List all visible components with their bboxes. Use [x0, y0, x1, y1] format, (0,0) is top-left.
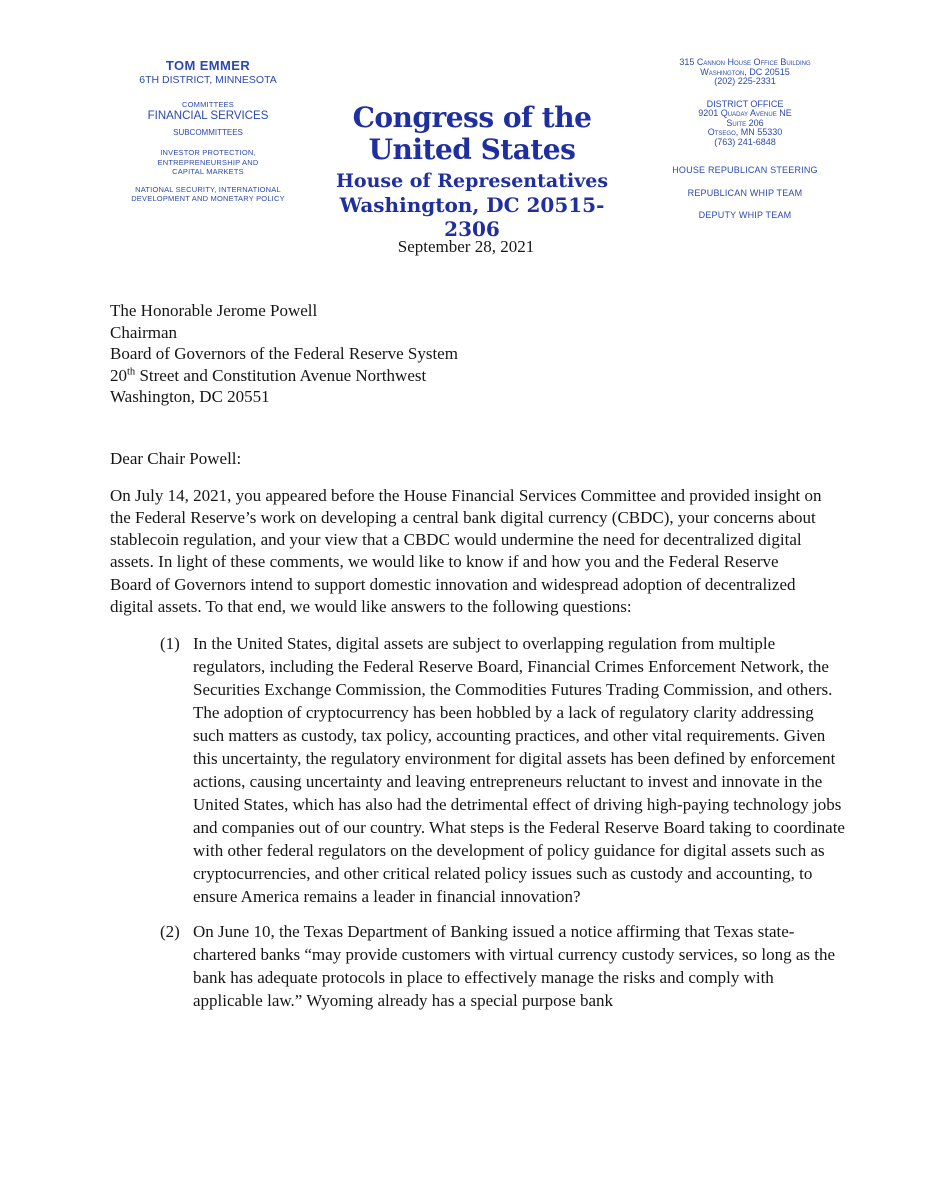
street-rest: Street and Constitution Avenue Northwest [135, 365, 427, 385]
membership-whip-team: REPUBLICAN WHIP TEAM [687, 187, 803, 198]
street-number: 20 [110, 365, 127, 385]
questions-list [110, 632, 845, 1012]
ordinal-suffix: th [127, 365, 136, 377]
letterhead-office-block [640, 58, 850, 221]
house-subtitle: House of Representatives [335, 170, 609, 192]
district-office-label: DISTRICT OFFICE [706, 98, 784, 109]
recipient-organization: Board of Governors of the Federal Reserve System [110, 344, 458, 363]
committees-label: COMMITTEES [182, 100, 234, 109]
subcommittee-line: DEVELOPMENT AND MONETARY POLICY [131, 194, 285, 203]
letter-body [110, 236, 845, 1012]
subcommittee-line: ENTREPRENEURSHIP AND [157, 157, 259, 167]
recipient-name: The Honorable Jerome Powell [110, 301, 318, 320]
recipient-city: Washington, DC 20551 [110, 387, 270, 406]
question-number: (1) [160, 634, 180, 654]
recipient-street [110, 365, 822, 387]
letter-date: September 28, 2021 [397, 237, 535, 256]
question-item-1 [160, 632, 846, 908]
district-office-address-line: Otsego, MN 55330 [707, 127, 783, 137]
dc-office-address-line: 315 Cannon House Office Building [679, 57, 811, 67]
salutation: Dear Chair Powell: [110, 448, 242, 468]
dc-office-phone: (202) 225-2331 [714, 76, 776, 86]
letterhead-title-block [312, 102, 632, 241]
intro-paragraph: On July 14, 2021, you appeared before the House Financial Services Committee and provided insight on the Federal Reserve’s work on developing a central bank digital currency (CBDC), your concerns about stablecoin regulation, and your view that a CBDC would undermine the need for decentralized digital assets. In light of these comments, we would like to know if and how you and the Federal Reserve Board of Governors intend to support domestic innovation and widespread adoption of decentralized digital assets. To that end, we would like answers to the following questions: [110, 485, 822, 616]
subcommittees-label: SUBCOMMITTEES [173, 128, 243, 137]
question-text: In the United States, digital assets are subject to overlapping regulation from multiple regulators, including the Federal Reserve Board, Financial Crimes Enforcement Network, the Securities Exchange Commission, the Commodities Futures Trading Commission, and others. The adoption of cryptocurrency has been hobbled by a lack of regulatory clarity addressing such matters as custody, tax policy, accounting practices, and other vital requirements. Given this uncertainty, the regulatory environment for digital assets has been defined by enforcement actions, causing uncertainty and leaving entrepreneurs reluctant to invest and innovate in the United States, which has also had the detrimental effect of driving high-paying technology jobs and companies out of our country. What steps is the Federal Reserve Board taking to coordinate with other federal regulators on the development of policy guidance for digital assets such as cryptocurrencies, and other critical related policy issues such as custody and accounting, to ensure America remains a leader in financial innovation? [193, 634, 845, 907]
question-text: On June 10, the Texas Department of Banking issued a notice affirming that Texas state-chartered banks “may provide customers with virtual currency custody services, so long as the bank has adequate protocols in place to effectively manage the risks and comply with applicable law.” Wyoming already has a special purpose bank [193, 922, 836, 1011]
subcommittee-line: CAPITAL MARKETS [172, 167, 244, 176]
dc-office-address-line: Washington, DC 20515 [700, 66, 790, 77]
subcommittee-line: INVESTOR PROTECTION, [160, 148, 256, 157]
subcommittee-investor-protection [112, 148, 304, 177]
district-office-address-line: 9201 Quaday Avenue NE [698, 108, 792, 118]
district-office-address-line: Suite 206 [726, 117, 764, 128]
district-office-phone: (763) 241-6848 [714, 136, 776, 147]
member-district: 6TH DISTRICT, MINNESOTA [139, 74, 277, 86]
subcommittee-national-security [112, 185, 304, 204]
member-name: TOM EMMER [165, 58, 251, 73]
committee-name: FINANCIAL SERVICES [147, 110, 269, 122]
recipient-address [110, 300, 822, 408]
question-number: (2) [160, 922, 180, 942]
subcommittee-line: NATIONAL SECURITY, INTERNATIONAL [135, 184, 281, 194]
membership-deputy-whip: DEPUTY WHIP TEAM [698, 210, 792, 220]
membership-steering: HOUSE REPUBLICAN STEERING [672, 165, 818, 175]
congress-title: Congress of the United States [352, 101, 592, 166]
question-item-2 [160, 920, 846, 1012]
recipient-title: Chairman [110, 322, 178, 342]
letterhead-member-block [112, 58, 304, 204]
washington-dc-line: Washington, DC 20515-2306 [339, 193, 605, 241]
